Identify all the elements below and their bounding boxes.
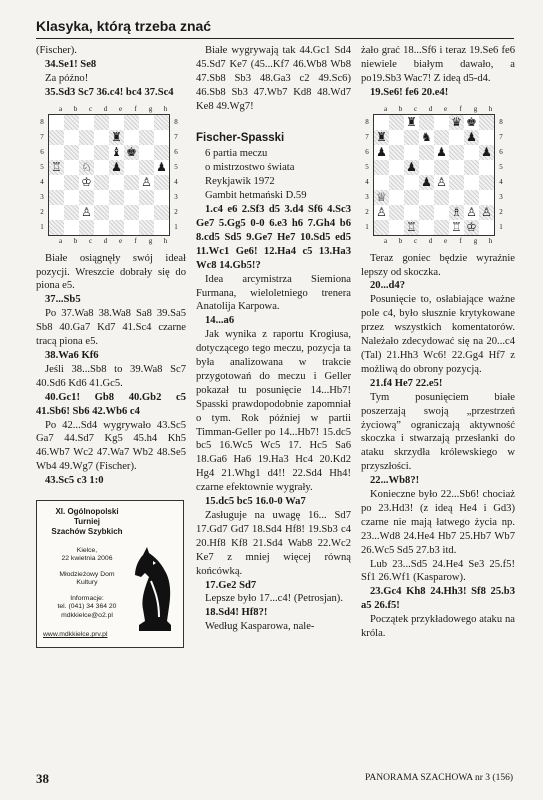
commentary-paragraph: Po 42...Sd4 wygrywało 43.Sc5 Ga7 44.Sd7 Kg5 45.h4 Kh5 46.Wb7 Wc2 47.Wa7 Wb2 48.Se5 Wb4 49.Wg7 (Fischer). <box>36 419 186 473</box>
move-line: 20...d4? <box>370 280 406 292</box>
board-square <box>404 145 419 160</box>
chess-piece: ♟ <box>434 145 449 160</box>
game-info-line: Reykjawik 1972 <box>205 176 275 188</box>
game-title: Fischer-Spasski <box>196 131 285 144</box>
rank-label: 8 <box>499 117 503 126</box>
board-square <box>374 220 389 235</box>
board-square <box>79 190 94 205</box>
running-header: Klasyka, którą trzeba znać <box>36 18 212 34</box>
board-rank-labels <box>361 115 373 235</box>
column-1 <box>36 44 186 648</box>
board-file-labels <box>361 236 513 246</box>
game-info-line: 6 partia meczu <box>205 148 268 160</box>
move-line: 40.Gc1! Gb8 40.Gb2 c5 41.Sb6! Sb6 42.Wb6 c4 <box>36 391 186 417</box>
chess-piece: ♛ <box>449 115 464 130</box>
board-square <box>389 220 404 235</box>
file-label: e <box>118 236 123 245</box>
rank-label: 2 <box>174 207 178 216</box>
board-square <box>109 115 124 130</box>
commentary-paragraph: Za późno! <box>45 72 89 84</box>
rank-label: 2 <box>40 207 44 216</box>
board-square <box>479 190 494 205</box>
board-square <box>94 190 109 205</box>
chess-piece: ♔ <box>79 175 94 190</box>
game-info <box>196 147 351 203</box>
board-square <box>374 115 389 130</box>
advert-place <box>37 547 137 564</box>
chess-knight-icon <box>131 547 179 633</box>
board-square <box>94 160 109 175</box>
board-square <box>49 190 64 205</box>
board-square <box>79 145 94 160</box>
board-square <box>124 205 139 220</box>
rank-label: 1 <box>499 222 503 231</box>
file-label: c <box>88 104 93 113</box>
board-square <box>389 130 404 145</box>
board-square <box>154 190 169 205</box>
board-square <box>64 115 79 130</box>
board-square <box>419 145 434 160</box>
file-label: b <box>73 104 78 113</box>
board-square <box>449 145 464 160</box>
chess-piece: ♖ <box>49 160 64 175</box>
board-square <box>64 205 79 220</box>
commentary-paragraph: Teraz goniec będzie wyraźnie lepszy od skoczka. <box>361 252 515 278</box>
rank-label: 3 <box>499 192 503 201</box>
rank-label: 7 <box>40 132 44 141</box>
file-label: g <box>473 236 478 245</box>
board-square <box>64 175 79 190</box>
file-label: c <box>413 236 418 245</box>
chess-piece: ♗ <box>449 205 464 220</box>
board-square <box>404 175 419 190</box>
rank-label: 5 <box>174 162 178 171</box>
board-square <box>94 130 109 145</box>
chess-piece: ♙ <box>479 205 494 220</box>
rank-label: 4 <box>499 177 503 186</box>
board-rank-labels <box>36 115 48 235</box>
rank-label: 3 <box>174 192 178 201</box>
board-square <box>139 145 154 160</box>
tournament-advert <box>36 500 184 648</box>
chess-piece: ♟ <box>404 160 419 175</box>
chess-board <box>373 114 495 236</box>
board-square <box>389 205 404 220</box>
board-square <box>419 160 434 175</box>
board-square <box>94 205 109 220</box>
rank-label: 3 <box>40 192 44 201</box>
board-square <box>94 220 109 235</box>
rank-label: 6 <box>365 147 369 156</box>
board-square <box>94 115 109 130</box>
board-square <box>139 205 154 220</box>
rank-label: 6 <box>40 147 44 156</box>
board-square <box>404 205 419 220</box>
board-square <box>449 175 464 190</box>
chess-piece: ♜ <box>109 130 124 145</box>
commentary-paragraph: Posunięcie to, osłabiające ważne pole c4, było słusznie krytykowane przez wszystkich komentatorów. Należało zdecydować się na 20...c4 (Tal) 21.Hh3 Wc6! 22.Gg4 Hf7 z możliwą do obrony pozycją. <box>361 294 515 375</box>
board-square <box>49 205 64 220</box>
board-square <box>389 160 404 175</box>
rank-label: 2 <box>499 207 503 216</box>
commentary-paragraph: Jeśli 38...Sb8 to 39.Wa8 Sc7 40.Sd6 Kd6 41.Gc5. <box>36 363 186 389</box>
rank-label: 3 <box>365 192 369 201</box>
chess-piece: ♘ <box>79 160 94 175</box>
chess-piece: ♝ <box>109 145 124 160</box>
file-label: c <box>413 104 418 113</box>
chess-piece: ♖ <box>449 220 464 235</box>
move-line: 35.Sd3 Sc7 36.c4! bc4 37.Sc4 <box>45 86 174 98</box>
board-square <box>124 190 139 205</box>
board-square <box>389 190 404 205</box>
chess-diagram-1 <box>36 104 188 246</box>
advert-title-line: Szachów Szybkich <box>51 527 123 537</box>
board-square <box>464 160 479 175</box>
advert-phone: tel. (041) 34 364 20 <box>57 603 117 611</box>
game-info-line: Gambit hetmański D.59 <box>205 190 307 202</box>
advert-contact-label: Informacje: <box>70 595 104 603</box>
move-line: 15.dc5 bc5 16.0-0 Wa7 <box>205 496 306 508</box>
rank-label: 4 <box>40 177 44 186</box>
file-label: e <box>443 104 448 113</box>
column-2 <box>196 44 351 634</box>
board-square <box>49 130 64 145</box>
chess-piece: ♟ <box>464 130 479 145</box>
commentary-paragraph: Lub 23...Sd5 24.He4 Se3 25.f5! Sf1 26.Wf1 (Kasparow). <box>361 558 515 584</box>
board-square <box>64 160 79 175</box>
commentary-paragraph: Idea arcymistrza Siemiona Furmana, wieloletniego trenera Anatolija Karpowa. <box>196 273 351 313</box>
page-number: 38 <box>36 771 49 786</box>
chess-piece: ♙ <box>374 205 389 220</box>
board-square <box>49 115 64 130</box>
board-square <box>449 160 464 175</box>
commentary-paragraph: Zasługuje na uwagę 16... Sd7 17.Gd7 Gd7 18.Sd4 Hf8! 19.Sb3 c4 20.Hf8 Kf8 21.Sd4 Wab8 22.Wc2 Ke7 z mniej więcej równą końcówką. <box>196 510 351 577</box>
board-square <box>124 115 139 130</box>
board-square <box>404 190 419 205</box>
board-square <box>449 130 464 145</box>
rank-label: 6 <box>174 147 178 156</box>
board-square <box>374 175 389 190</box>
rank-label: 4 <box>365 177 369 186</box>
board-square <box>124 130 139 145</box>
move-line: 38.Wa6 Kf6 <box>45 349 99 361</box>
file-label: a <box>383 104 388 113</box>
rank-label: 1 <box>40 222 44 231</box>
board-square <box>79 115 94 130</box>
board-square <box>49 175 64 190</box>
chess-piece: ♔ <box>464 220 479 235</box>
commentary-paragraph: żało grać 18...Sf6 i teraz 19.Se6 fe6 niewiele białym dawało, a po19.Sb3 Wac7! Z ideą d5-d4. <box>361 45 515 84</box>
board-square <box>139 220 154 235</box>
chess-board <box>48 114 170 236</box>
advert-venue <box>37 571 137 588</box>
column-1-bottom-text <box>36 252 186 488</box>
board-square <box>479 175 494 190</box>
file-label: g <box>473 104 478 113</box>
file-label: d <box>428 236 433 245</box>
chess-piece: ♙ <box>464 205 479 220</box>
advert-venue-line: Kultury <box>76 579 98 587</box>
commentary-paragraph: Po 37.Wa8 38.Wa8 Sa8 39.Sa5 Sb8 40.Ga7 Kd7 41.Sc4 czarne tracą piona e5. <box>36 308 186 348</box>
board-square <box>109 175 124 190</box>
board-square <box>154 220 169 235</box>
column-2-text <box>196 203 351 634</box>
rank-label: 8 <box>365 117 369 126</box>
board-square <box>404 130 419 145</box>
board-square <box>79 130 94 145</box>
file-label: a <box>58 236 63 245</box>
board-square <box>64 130 79 145</box>
board-square <box>434 160 449 175</box>
board-square <box>479 130 494 145</box>
board-square <box>419 190 434 205</box>
rank-label: 8 <box>40 117 44 126</box>
chess-piece: ♖ <box>404 220 419 235</box>
board-square <box>449 190 464 205</box>
column-3-bottom-text <box>361 252 515 641</box>
advert-title-line: Turniej <box>73 517 101 527</box>
rank-label: 5 <box>499 162 503 171</box>
board-square <box>109 205 124 220</box>
file-label: e <box>118 104 123 113</box>
move-line: 14...a6 <box>205 315 235 327</box>
board-square <box>434 130 449 145</box>
board-square <box>434 205 449 220</box>
board-square <box>64 145 79 160</box>
board-square <box>154 130 169 145</box>
rank-label: 7 <box>499 132 503 141</box>
advert-title-line: XI. Ogólnopolski <box>55 507 119 517</box>
advert-place-line: Kielce, <box>76 547 98 555</box>
chess-piece: ♟ <box>154 160 169 175</box>
board-square <box>434 220 449 235</box>
board-square <box>464 145 479 160</box>
move-line: 17.Ge2 Sd7 <box>205 579 257 591</box>
chess-piece: ♕ <box>374 190 389 205</box>
advert-contact <box>37 595 137 620</box>
board-square <box>124 160 139 175</box>
file-label: f <box>134 104 137 113</box>
file-label: d <box>428 104 433 113</box>
file-label: h <box>488 236 493 245</box>
file-label: a <box>383 236 388 245</box>
chess-piece: ♟ <box>374 145 389 160</box>
file-label: f <box>459 104 462 113</box>
rank-label: 5 <box>365 162 369 171</box>
move-line: 22...Wb8?! <box>370 475 420 487</box>
file-label: e <box>443 236 448 245</box>
advert-email[interactable]: mdkkielce@o2.pl <box>61 611 113 619</box>
move-line: 43.Sc5 c3 1:0 <box>45 475 104 487</box>
board-square <box>79 220 94 235</box>
advert-title <box>37 507 137 537</box>
board-square <box>109 220 124 235</box>
game-info-line: o mistrzostwo świata <box>205 162 295 174</box>
file-label: h <box>488 104 493 113</box>
board-square <box>109 190 124 205</box>
chess-diagram-2 <box>361 104 513 246</box>
board-square <box>389 175 404 190</box>
continuation-paragraph: Białe wygrywają tak 44.Gc1 Sd4 45.Sd7 Ke7 (45...Kf7 46.Wb8 Wb8 47.Sb8 Sb3 48.Ga3 c2 49.Sc6) 46.Sb8 Sb3 47.Wb7 Kd8 48.Wd7 Ke8 49.Wg7! <box>196 45 351 112</box>
board-square <box>154 175 169 190</box>
board-square <box>419 205 434 220</box>
move-line: 18.Sd4! Hf8?! <box>205 607 268 619</box>
commentary-paragraph: Konieczne było 22...Sb6! chociaż po 23.Hd3! (z ideą He4 i Gd3) czarne nie mają łatwego życia np. 23...Wd8 24.He4 Hb7 25.Hb7 Wb7 26.Wc5 Sd5 27.b3 itd. <box>361 489 515 556</box>
chess-piece: ♟ <box>479 145 494 160</box>
board-file-labels <box>36 104 188 114</box>
commentary-paragraph: Jak wynika z raportu Krogiusa, dotyczącego tego meczu, pozycja ta była analizowana w trakcie przygotowań do meczu i Geller pokazał tu posunięcie 14...Hb7! Spasski prawdopodobnie zapomniał o tym. Rok później w partii Timman-Geller po 14...Hb7! 15.dc5 bc5 16.Wc5 Wc5 17. Hc5 Sa6 18.Ga6 Ha6 19.Ha3 Hc4 20.Kd2 Hg4 21.Whg1 d4!! 22.Sd4 Hh4! czarne efektownie wygrały. <box>196 329 351 494</box>
board-square <box>389 115 404 130</box>
file-label: d <box>103 104 108 113</box>
rank-label: 4 <box>174 177 178 186</box>
file-label: b <box>73 236 78 245</box>
board-square <box>434 115 449 130</box>
commentary-paragraph: Białe osiągnęły swój ideał pozycji. Wreszcie dobrały się do piona e5. <box>36 252 186 292</box>
board-square <box>49 220 64 235</box>
board-square <box>94 145 109 160</box>
file-label: h <box>163 236 168 245</box>
board-square <box>374 160 389 175</box>
board-square <box>479 220 494 235</box>
board-rank-labels <box>495 115 507 235</box>
chess-piece: ♜ <box>374 130 389 145</box>
advert-date: 22 kwietnia 2006 <box>61 555 113 563</box>
chess-piece: ♚ <box>464 115 479 130</box>
rank-label: 1 <box>365 222 369 231</box>
chess-piece: ♚ <box>124 145 139 160</box>
board-square <box>479 115 494 130</box>
chess-piece: ♞ <box>419 130 434 145</box>
file-label: c <box>88 236 93 245</box>
chess-piece: ♟ <box>109 160 124 175</box>
rank-label: 7 <box>174 132 178 141</box>
move-line: 23.Gc4 Kh8 24.Hh3! Sf8 25.b3 a5 26.f5! <box>361 586 515 612</box>
file-label: b <box>398 104 403 113</box>
board-file-labels <box>36 236 188 246</box>
board-square <box>49 145 64 160</box>
rank-label: 6 <box>499 147 503 156</box>
rank-label: 1 <box>174 222 178 231</box>
board-square <box>64 220 79 235</box>
chess-piece: ♙ <box>139 175 154 190</box>
rank-label: 5 <box>40 162 44 171</box>
advert-website-link[interactable]: www.mdkkielce.prv.pl <box>43 631 108 639</box>
file-label: f <box>459 236 462 245</box>
move-line: 37...Sb5 <box>45 294 81 306</box>
chess-piece: ♟ <box>419 175 434 190</box>
header-rule <box>36 38 514 39</box>
board-square <box>94 175 109 190</box>
board-square <box>154 145 169 160</box>
board-square <box>479 160 494 175</box>
column-1-top-text <box>36 44 186 100</box>
board-square <box>419 220 434 235</box>
move-line: 19.Se6! fe6 20.e4! <box>370 86 449 98</box>
column-3 <box>361 44 515 641</box>
file-label: h <box>163 104 168 113</box>
move-line: 21.f4 He7 22.e5! <box>370 377 443 389</box>
publication-footer: PANORAMA SZACHOWA nr 3 (156) <box>365 773 513 783</box>
board-square <box>419 115 434 130</box>
board-square <box>139 115 154 130</box>
commentary-paragraph: Lepsze było 17...c4! (Petrosjan). <box>205 593 343 605</box>
board-square <box>64 190 79 205</box>
file-label: b <box>398 236 403 245</box>
board-square <box>139 130 154 145</box>
board-square <box>154 205 169 220</box>
column-3-top-text <box>361 44 515 100</box>
board-square <box>139 160 154 175</box>
commentary-paragraph: Według Kasparowa, nale- <box>205 621 315 633</box>
file-label: g <box>148 236 153 245</box>
chess-piece: ♙ <box>79 205 94 220</box>
chess-piece: ♙ <box>434 175 449 190</box>
board-square <box>464 175 479 190</box>
advert-venue-line: Młodzieżowy Dom <box>59 571 115 579</box>
move-line: 1.c4 e6 2.Sf3 d5 3.d4 Sf6 4.Sc3 Ge7 5.Gg5 0-0 6.e3 h6 7.Gh4 b6 8.cd5 Sd5 9.Ge7 He7 10.Sd5 ed5 11.Wc1 Ge6! 12.Ha4 c5 13.Ha3 Wc8 14.Gb5!? <box>196 204 351 271</box>
rank-label: 7 <box>365 132 369 141</box>
board-square <box>434 190 449 205</box>
board-rank-labels <box>170 115 182 235</box>
move-line: 34.Se1! Se8 <box>45 58 97 70</box>
board-square <box>389 145 404 160</box>
board-square <box>124 220 139 235</box>
board-square <box>464 190 479 205</box>
board-square <box>154 115 169 130</box>
rank-label: 2 <box>365 207 369 216</box>
commentary-paragraph: Początek przykładowego ataku na króla. <box>361 614 515 640</box>
board-square <box>139 190 154 205</box>
commentary-paragraph: (Fischer). <box>36 45 77 56</box>
file-label: f <box>134 236 137 245</box>
file-label: d <box>103 236 108 245</box>
chess-piece: ♜ <box>404 115 419 130</box>
file-label: a <box>58 104 63 113</box>
file-label: g <box>148 104 153 113</box>
board-file-labels <box>361 104 513 114</box>
commentary-paragraph: Tym posunięciem białe poszerzają swoją „przestrzeń życiową” ograniczają aktywność skoczka i stwarzają przesłanki do ataku skrzydła królewskiego w przyszłości. <box>361 391 515 473</box>
rank-label: 8 <box>174 117 178 126</box>
board-square <box>124 175 139 190</box>
